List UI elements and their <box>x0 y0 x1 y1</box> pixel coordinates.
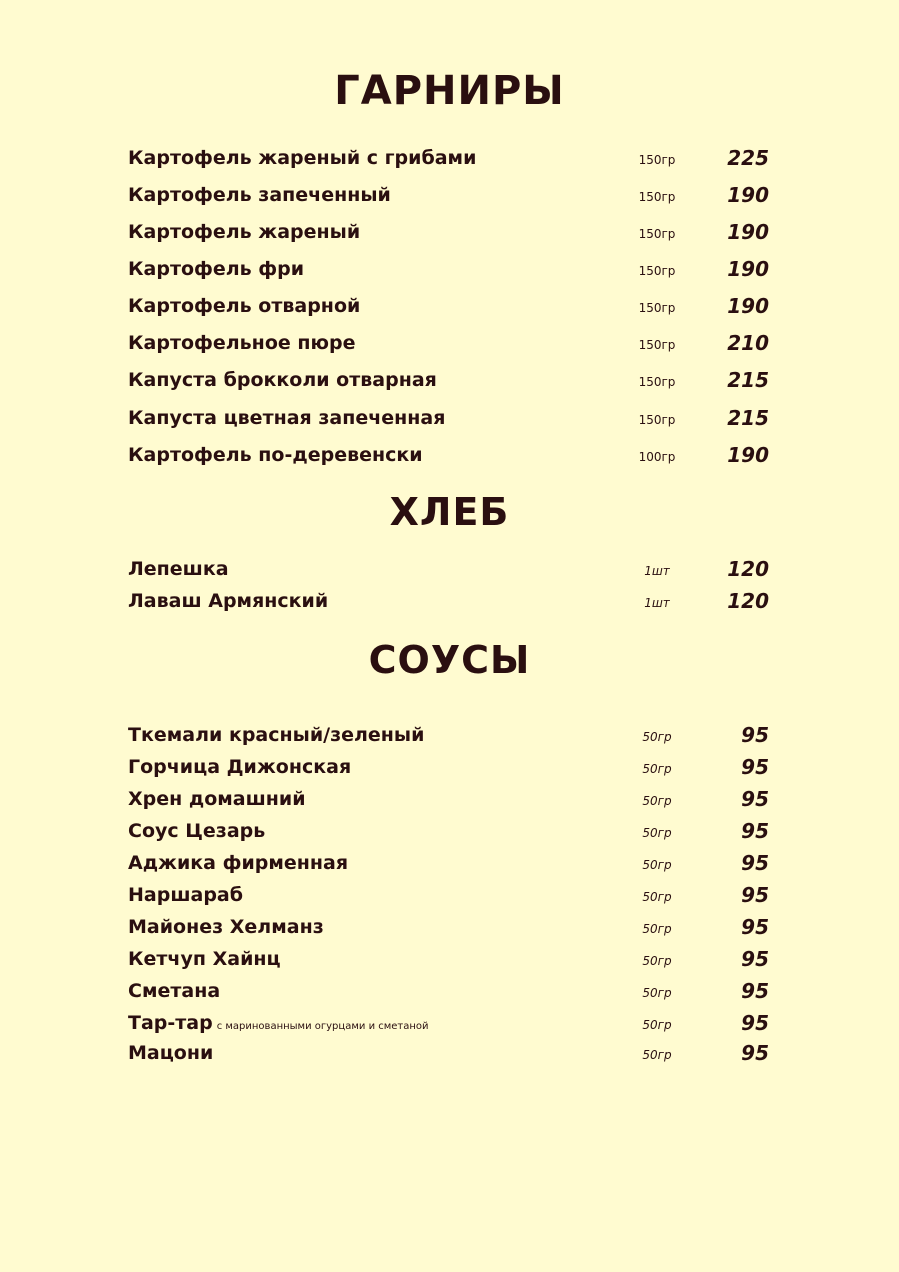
menu-item <box>0 256 899 286</box>
item-name: Капуста цветная запеченная <box>128 407 446 429</box>
item-weight: 100гр <box>638 450 676 464</box>
item-weight: 150гр <box>638 153 676 167</box>
item-name: Картофель жареный <box>128 221 361 243</box>
section-title-garnish: ГАРНИРЫ <box>334 68 565 114</box>
item-name: Кетчуп Хайнц <box>128 948 281 970</box>
menu-item <box>0 946 899 976</box>
menu-item <box>0 145 899 175</box>
item-price: 120 <box>727 557 769 581</box>
item-name: Мацони <box>128 1042 214 1064</box>
item-name: Картофельное пюре <box>128 332 356 354</box>
item-price: 95 <box>741 1011 769 1035</box>
item-name: Тар-тар <box>128 1012 213 1034</box>
item-weight: 50гр <box>642 794 672 808</box>
item-name: Хрен домашний <box>128 788 306 810</box>
item-price: 210 <box>727 331 769 355</box>
item-weight: 150гр <box>638 338 676 352</box>
item-weight: 1шт <box>644 564 670 578</box>
item-name: Картофель фри <box>128 258 305 280</box>
item-weight: 1шт <box>644 596 670 610</box>
item-weight: 150гр <box>638 264 676 278</box>
item-name: Лаваш Армянский <box>128 590 329 612</box>
section-title-sauces: СОУСЫ <box>368 638 531 682</box>
item-price: 95 <box>741 915 769 939</box>
item-weight: 50гр <box>642 890 672 904</box>
item-weight: 50гр <box>642 922 672 936</box>
menu-item <box>0 882 899 912</box>
item-name: Капуста брокколи отварная <box>128 369 437 391</box>
menu-item <box>0 722 899 752</box>
item-weight: 50гр <box>642 1048 672 1062</box>
menu-item <box>0 914 899 944</box>
item-price: 95 <box>741 979 769 1003</box>
menu-item <box>0 978 899 1008</box>
menu-item <box>0 786 899 816</box>
item-price: 120 <box>727 589 769 613</box>
item-weight: 50гр <box>642 986 672 1000</box>
menu-item <box>0 588 899 618</box>
item-price: 95 <box>741 851 769 875</box>
menu-item <box>0 293 899 323</box>
menu-item <box>0 182 899 212</box>
item-weight: 150гр <box>638 413 676 427</box>
item-name: Картофель отварной <box>128 295 361 317</box>
menu-item <box>0 754 899 784</box>
item-price: 190 <box>727 257 769 281</box>
menu-item <box>0 219 899 249</box>
menu-item <box>0 1040 899 1070</box>
item-name-with-note <box>128 1010 429 1040</box>
menu-item <box>0 405 899 435</box>
item-weight: 50гр <box>642 826 672 840</box>
item-name: Соус Цезарь <box>128 820 266 842</box>
item-name: Картофель жареный с грибами <box>128 147 477 169</box>
menu-item <box>0 1010 899 1040</box>
item-price: 225 <box>727 146 769 170</box>
menu-item <box>0 367 899 397</box>
item-weight: 50гр <box>642 762 672 776</box>
item-name: Картофель запеченный <box>128 184 391 206</box>
item-weight: 50гр <box>642 1018 672 1032</box>
item-price: 95 <box>741 723 769 747</box>
item-name: Картофель по-деревенски <box>128 444 423 466</box>
item-name: Майонез Хелманз <box>128 916 324 938</box>
item-price: 190 <box>727 443 769 467</box>
item-weight: 150гр <box>638 301 676 315</box>
item-price: 215 <box>727 406 769 430</box>
item-price: 95 <box>741 947 769 971</box>
item-name: Горчица Дижонская <box>128 756 352 778</box>
item-name: Аджика фирменная <box>128 852 349 874</box>
item-price: 95 <box>741 787 769 811</box>
item-name: Сметана <box>128 980 221 1002</box>
menu-item <box>0 330 899 360</box>
item-weight: 150гр <box>638 375 676 389</box>
item-weight: 150гр <box>638 227 676 241</box>
item-price: 95 <box>741 819 769 843</box>
item-price: 95 <box>741 1041 769 1065</box>
item-price: 215 <box>727 368 769 392</box>
section-title-bread: ХЛЕБ <box>389 490 510 534</box>
item-price: 190 <box>727 220 769 244</box>
item-weight: 50гр <box>642 730 672 744</box>
item-weight: 50гр <box>642 954 672 968</box>
menu-item <box>0 556 899 586</box>
item-name: Ткемали красный/зеленый <box>128 724 425 746</box>
item-price: 95 <box>741 755 769 779</box>
item-price: 190 <box>727 294 769 318</box>
menu-item <box>0 850 899 880</box>
item-name: Лепешка <box>128 558 229 580</box>
item-note: с маринованными огурцами и сметаной <box>216 1021 429 1032</box>
menu-item <box>0 442 899 472</box>
item-weight: 50гр <box>642 858 672 872</box>
item-price: 95 <box>741 883 769 907</box>
item-weight: 150гр <box>638 190 676 204</box>
item-price: 190 <box>727 183 769 207</box>
item-name: Наршараб <box>128 884 244 906</box>
menu-item <box>0 818 899 848</box>
